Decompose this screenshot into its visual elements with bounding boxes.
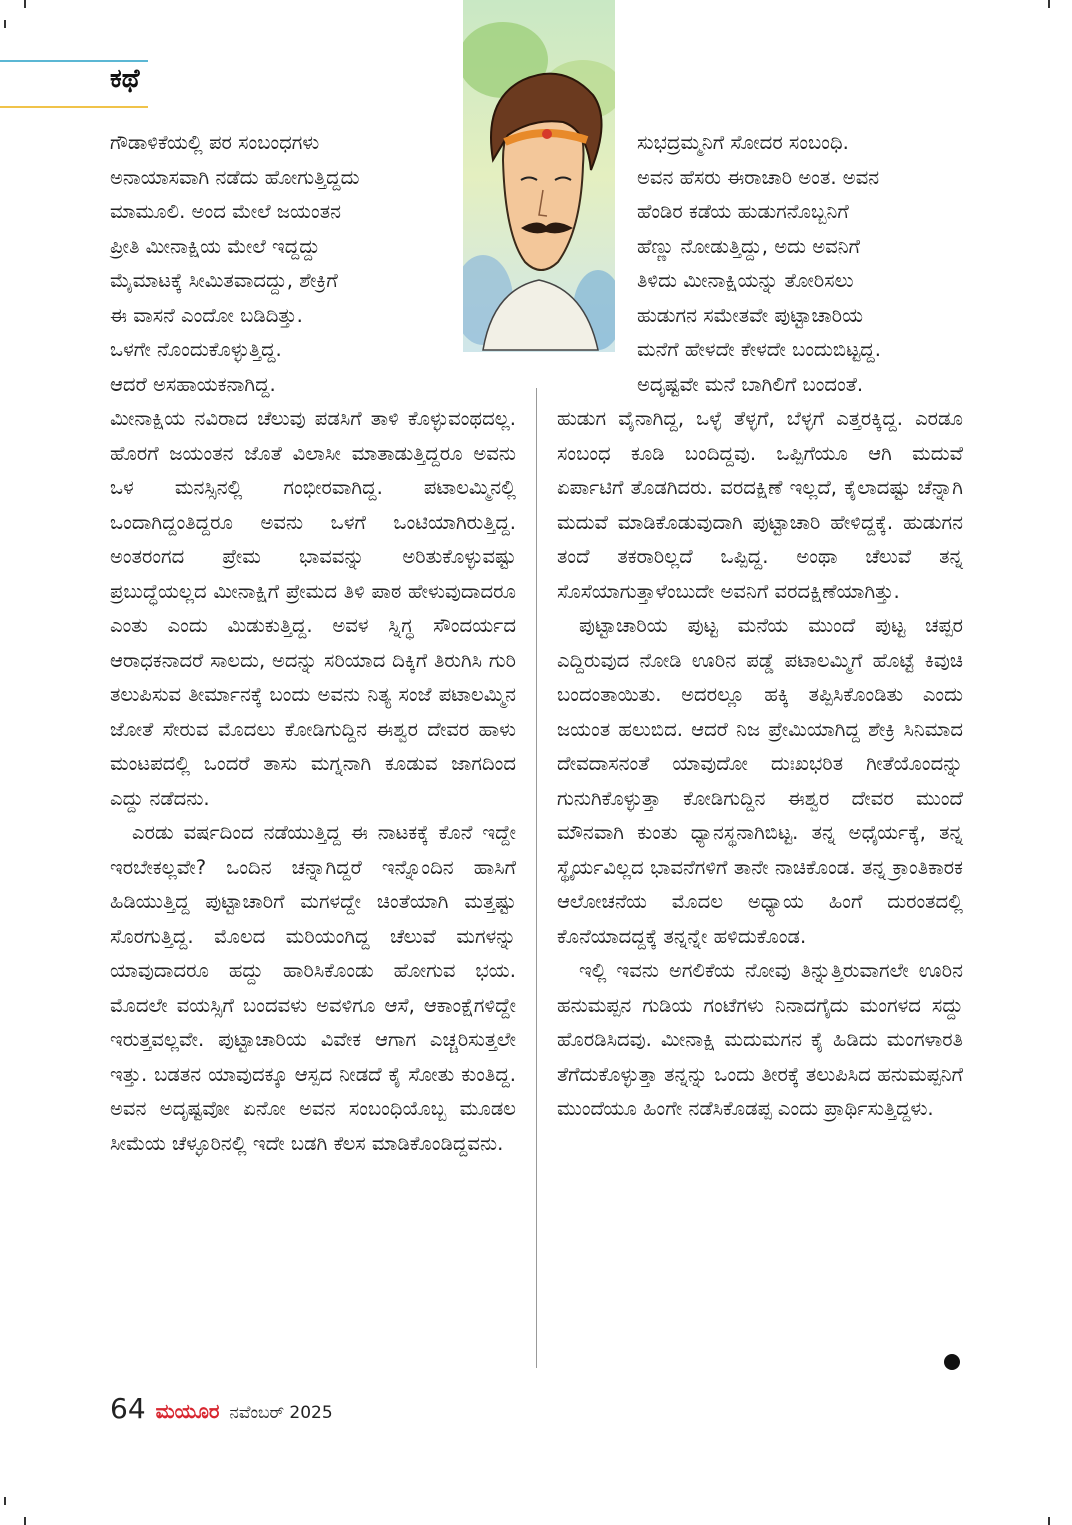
magazine-logo: ಮಯೂರ [155,1399,220,1423]
crop-mark-icon [4,20,6,28]
section-title: ಕಥೆ [110,64,140,94]
end-of-story-bullet-icon [944,1354,960,1370]
paragraph: ಇಲ್ಲಿ ಇವನು ಅಗಲಿಕೆಯ ನೋವು ತಿನ್ನುತ್ತಿರುವಾಗಲೇ ಊರಿನ ಹನುಮಪ್ಪನ ಗುಡಿಯ ಗಂಟೆಗಳು ನಿನಾದಗೈದು ಮಂಗಳದ ಸದ್ದು ಹೊರಡಿಸಿದವು. ಮೀನಾಕ್ಷಿ ಮದುಮಗನ ಕೈ ಹಿಡಿದು ಮಂಗಳಾರತಿ ತೆಗೆದುಕೊಳ್ಳುತ್ತಾ ತನ್ನನ್ನು ಒಂದು ತೀರಕ್ಕೆ ತಲುಪಿಸಿದ ಹನುಮಪ್ಪನಿಗೆ ಮುಂದೆಯೂ ಹಿಂಗೇ ನಡೆಸಿಕೊಡಪ್ಪ ಎಂದು ಪ್ರಾರ್ಥಿಸುತ್ತಿದ್ದಳು. [557,959,963,1120]
text-line: ಹೆಣ್ಣು ನೋಡುತ್ತಿದ್ದು, ಅದು ಅವನಿಗೆ [637,234,860,258]
paragraph: ಎರಡು ವರ್ಷದಿಂದ ನಡೆಯುತ್ತಿದ್ದ ಈ ನಾಟಕಕ್ಕೆ ಕೊನೆ ಇದ್ದೇ ಇರಬೇಕಲ್ಲವೇ? ಒಂದಿನ ಚನ್ನಾಗಿದ್ದರೆ ಇನ್ನೊಂದಿನ ಹಾಸಿಗೆ ಹಿಡಿಯುತ್ತಿದ್ದ ಪುಟ್ಟಾಚಾರಿಗೆ ಮಗಳದ್ದೇ ಚಿಂತೆಯಾಗಿ ಮತ್ತಷ್ಟು ಸೊರಗುತ್ತಿದ್ದ. ಮೊಲದ ಮರಿಯಂಗಿದ್ದ ಚೆಲುವೆ ಮಗಳನ್ನು ಯಾವುದಾದರೂ ಹದ್ದು ಹಾರಿಸಿಕೊಂಡು ಹೋಗುವ ಭಯ. ಮೊದಲೇ ವಯಸ್ಸಿಗೆ ಬಂದವಳು ಅವಳಿಗೂ ಆಸೆ, ಆಕಾಂಕ್ಷೆಗಳಿದ್ದೇ ಇರುತ್ತವಲ್ಲವೇ. ಪುಟ್ಟಾಚಾರಿಯ ವಿವೇಕ ಆಗಾಗ ಎಚ್ಚರಿಸುತ್ತಲೇ ಇತ್ತು. ಬಡತನ ಯಾವುದಕ್ಕೂ ಆಸ್ಪದ ನೀಡದೆ ಕೈ ಸೋತು ಕುಂತಿದ್ದ. ಅವನ ಅದೃಷ್ಟವೋ ಏನೋ ಅವನ ಸಂಬಂಧಿಯೊಬ್ಬ ಮೂಡಲ ಸೀಮೆಯ ಚೆಳ್ಳೂರಿನಲ್ಲಿ ಇದೇ ಬಡಗಿ ಕೆಲಸ ಮಾಡಿಕೊಂಡಿದ್ದವನು. [110,821,516,1155]
issue-date: ನವೆಂಬರ್ 2025 [229,1403,333,1423]
wrapped-text-block [110,126,440,402]
page-footer [110,1392,333,1425]
text-line: ತಿಳಿದು ಮೀನಾಕ್ಷಿಯನ್ನು ತೋರಿಸಲು [637,269,854,292]
header-rule-bottom [0,106,148,108]
text-line: ಅದೃಷ್ಟವೇ ಮನೆ ಬಾಗಿಲಿಗೆ ಬಂದಂತೆ. [637,372,864,396]
crop-mark-icon [4,1497,6,1505]
header-rule-top [0,60,148,62]
crop-mark-icon [1048,0,1050,8]
column-divider [536,388,537,1368]
text-line: ಮೈಮಾಟಕ್ಕೆ ಸೀಮಿತವಾದದ್ದು, ಶೇಕ್ರಿಗೆ [110,269,338,292]
text-line: ಅನಾಯಾಸವಾಗಿ ನಡೆದು ಹೋಗುತ್ತಿದ್ದದು [110,165,360,189]
text-line: ಹೆಂಡಿರ ಕಡೆಯ ಹುಡುಗನೊಬ್ಬನಿಗೆ [637,200,849,223]
paragraph: ಪುಟ್ಟಾಚಾರಿಯ ಪುಟ್ಟ ಮನೆಯ ಮುಂದೆ ಪುಟ್ಟ ಚಪ್ಪರ ಎದ್ದಿರುವುದ ನೋಡಿ ಊರಿನ ಪಡ್ಡೆ ಪಟಾಲಮ್ಮಿಗೆ ಹೊಟ್ಟೆ ಕಿವುಚಿ ಬಂದಂತಾಯಿತು. ಅದರಲ್ಲೂ ಹಕ್ಕಿ ತಪ್ಪಿಸಿಕೊಂಡಿತು ಎಂದು ಜಯಂತ ಹಲುಬಿದ. ಆದರೆ ನಿಜ ಪ್ರೇಮಿಯಾಗಿದ್ದ ಶೇಕ್ರಿ ಸಿನಿಮಾದ ದೇವದಾಸನಂತೆ ಯಾವುದೋ ದುಃಖಭರಿತ ಗೀತೆಯೊಂದನ್ನು ಗುನುಗಿಕೊಳ್ಳುತ್ತಾ ಕೋಡಿಗುದ್ದಿನ ಈಶ್ವರ ದೇವರ ಮುಂದೆ ಮೌನವಾಗಿ ಕುಂತು ಧ್ಯಾನಸ್ಥನಾಗಿಬಿಟ್ಟ. ತನ್ನ ಅಧೈರ್ಯಕ್ಕೆ, ತನ್ನ ಸ್ಥೈರ್ಯವಿಲ್ಲದ ಭಾವನೆಗಳಿಗೆ ತಾನೇ ನಾಚಿಕೊಂಡ. ತನ್ನ ಕ್ರಾಂತಿಕಾರಕ ಆಲೋಚನೆಯ ಮೊದಲ ಅಧ್ಯಾಯ ಹಿಂಗೆ ದುರಂತದಲ್ಲಿ ಕೊನೆಯಾದದ್ದಕ್ಕೆ ತನ್ನನ್ನೇ ಹಳಿದುಕೊಂಡ. [557,614,963,948]
text-line: ಒಳಗೇ ನೊಂದುಕೊಳ್ಳುತ್ತಿದ್ದ. [110,338,282,361]
text-line: ಗೌಡಾಳಿಕೆಯಲ್ಲಿ ಪರ ಸಂಬಂಧಗಳು [110,131,320,154]
text-line: ಮನೆಗೆ ಹೇಳದೇ ಕೇಳದೇ ಬಂದುಬಿಟ್ಟದ್ದ. [637,338,881,361]
text-line: ಆದರೆ ಅಸಹಾಯಕನಾಗಿದ್ದ. [110,372,276,396]
wrapped-text-block [637,126,963,402]
crop-mark-icon [1048,1517,1050,1525]
text-line: ಮಾಮೂಲಿ. ಅಂದ ಮೇಲೆ ಜಯಂತನ [110,200,341,223]
text-line: ಪ್ರೀತಿ ಮೀನಾಕ್ಷಿಯ ಮೇಲೆ ಇದ್ದದ್ದು [110,234,320,258]
page-number: 64 [110,1392,146,1425]
text-line: ಅವನ ಹೆಸರು ಈರಾಚಾರಿ ಅಂತ. ಅವನ [637,165,880,189]
text-line: ಹುಡುಗನ ಸಮೇತವೇ ಪುಟ್ಟಾಚಾರಿಯ [637,303,864,327]
crop-mark-icon [24,1517,26,1525]
text-line: ಈ ವಾಸನೆ ಎಂದೋ ಬಡಿದಿತ್ತು. [110,303,303,327]
article-column-right [557,126,963,1127]
crop-mark-icon [24,0,26,8]
paragraph: ಮೀನಾಕ್ಷಿಯ ನವಿರಾದ ಚೆಲುವು ಪಡಸಿಗೆ ತಾಳಿ ಕೊಳ್ಳುವಂಥದಲ್ಲ. ಹೊರಗೆ ಜಯಂತನ ಜೊತೆ ವಿಲಾಸೀ ಮಾತಾಡುತ್ತಿದ್ದರೂ ಅವನು ಒಳ ಮನಸ್ಸಿನಲ್ಲಿ ಗಂಭೀರವಾಗಿದ್ದ. ಪಟಾಲಮ್ಮಿನಲ್ಲಿ ಒಂದಾಗಿದ್ದಂತಿದ್ದರೂ ಅವನು ಒಳಗೆ ಒಂಟಿಯಾಗಿರುತ್ತಿದ್ದ. ಅಂತರಂಗದ ಪ್ರೇಮ ಭಾವವನ್ನು ಅರಿತುಕೊಳ್ಳುವಷ್ಟು ಪ್ರಬುದ್ಧೆಯಲ್ಲದ ಮೀನಾಕ್ಷಿಗೆ ಪ್ರೇಮದ ತಿಳಿ ಪಾಠ ಹೇಳುವುದಾದರೂ ಎಂತು ಎಂದು ಮಿಡುಕುತ್ತಿದ್ದ. ಅವಳ ಸ್ನಿಗ್ಧ ಸೌಂದರ್ಯದ ಆರಾಧಕನಾದರೆ ಸಾಲದು, ಅದನ್ನು ಸರಿಯಾದ ದಿಕ್ಕಿಗೆ ತಿರುಗಿಸಿ ಗುರಿ ತಲುಪಿಸುವ ತೀರ್ಮಾನಕ್ಕೆ ಬಂದು ಅವನು ನಿತ್ಯ ಸಂಜೆ ಪಟಾಲಮ್ಮಿನ ಜೋತೆ ಸೇರುವ ಮೊದಲು ಕೋಡಿಗುದ್ದಿನ ಈಶ್ವರ ದೇವರ ಹಾಳು ಮಂಟಪದಲ್ಲಿ ಒಂದರೆ ತಾಸು ಮಗ್ನನಾಗಿ ಕೂಡುವ ಜಾಗದಿಂದ ಎದ್ದು ನಡೆದನು. [110,407,516,810]
text-line: ಸುಭದ್ರಮ್ಮನಿಗೆ ಸೋದರ ಸಂಬಂಧಿ. [637,131,849,154]
paragraph: ಹುಡುಗ ವೈನಾಗಿದ್ದ, ಒಳ್ಳೆ ತೆಳ್ಳಗೆ, ಬೆಳ್ಳಗೆ ಎತ್ತರಕ್ಕಿದ್ದ. ಎರಡೂ ಸಂಬಂಧ ಕೂಡಿ ಬಂದಿದ್ದವು. ಒಪ್ಪಿಗೆಯೂ ಆಗಿ ಮದುವೆ ಏರ್ಪಾಟಿಗೆ ತೊಡಗಿದರು. ವರದಕ್ಷಿಣೆ ಇಲ್ಲದೆ, ಕೈಲಾದಷ್ಟು ಚೆನ್ನಾಗಿ ಮದುವೆ ಮಾಡಿಕೊಡುವುದಾಗಿ ಪುಟ್ಟಾಚಾರಿ ಹೇಳಿದ್ದಕ್ಕೆ. ಹುಡುಗನ ತಂದೆ ತಕರಾರಿಲ್ಲದೆ ಒಪ್ಪಿದ್ದ. ಅಂಥಾ ಚೆಲುವೆ ತನ್ನ ಸೊಸೆಯಾಗುತ್ತಾಳೆಂಬುದೇ ಅವನಿಗೆ ವರದಕ್ಷಿಣೆಯಾಗಿತ್ತು. [557,407,963,603]
article-column-left [110,126,516,1161]
